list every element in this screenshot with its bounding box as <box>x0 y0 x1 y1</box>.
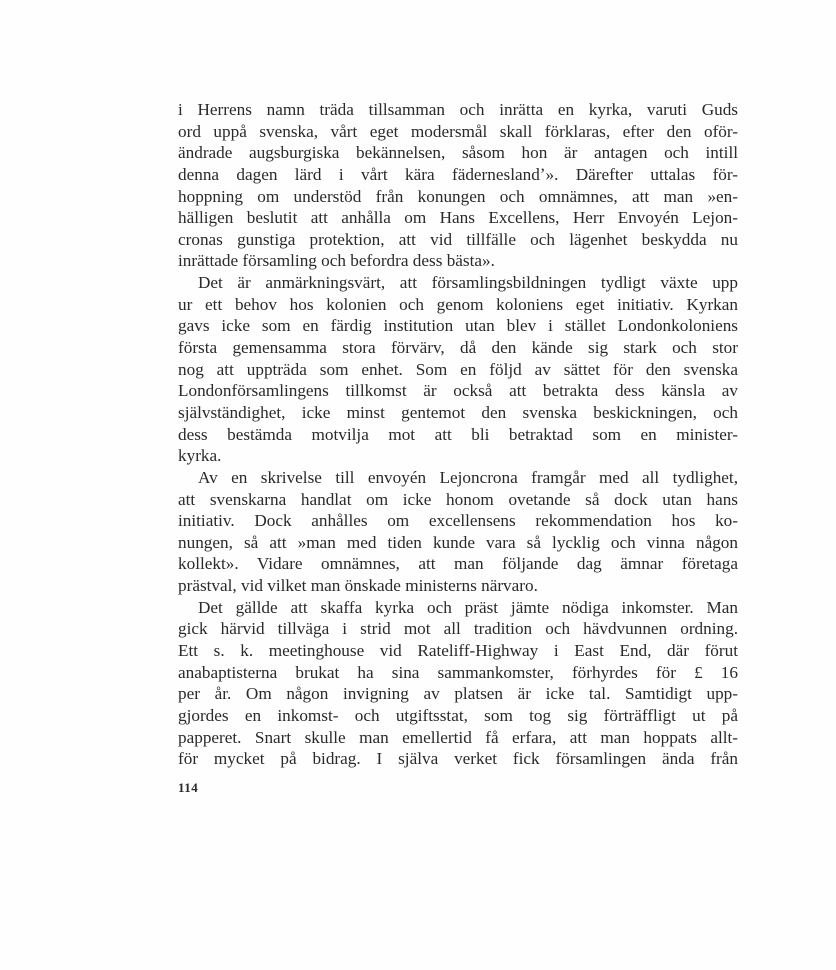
text-line: prästval, vid vilket man önskade ministerns närvaro. <box>178 576 538 596</box>
text-line: Det gällde att skaffa kyrka och präst jämte nödiga inkomster. Man <box>198 597 738 617</box>
text-line: nog att uppträda som enhet. Som en följd av sättet för den svenska <box>178 359 738 379</box>
page-number: 114 <box>178 780 199 795</box>
text-line: hälligen beslutit att anhålla om Hans Excellens, Herr Envoyén Lejon- <box>178 208 738 228</box>
body-text <box>178 99 738 770</box>
text-line: dess bestämda motvilja mot att bli betraktad som en minister- <box>178 424 738 444</box>
text-line: cronas gunstiga protektion, att vid tillfälle och lägenhet beskydda nu <box>178 229 738 249</box>
text-line: gavs icke som en färdig institution utan blev i stället Londonkoloniens <box>178 316 738 336</box>
text-line: denna dagen lärd i vårt kära fäderneslandʼ». Därefter uttalas för- <box>178 164 738 184</box>
text-line: i Herrens namn träda tillsamman och inrätta en kyrka, varuti Guds <box>178 100 738 119</box>
text-line: ur ett behov hos kolonien och genom koloniens eget initiativ. Kyrkan <box>178 294 738 314</box>
text-line: per år. Om någon invigning av platsen är icke tal. Samtidigt upp- <box>178 684 738 704</box>
text-line: ändrade augsburgiska bekännelsen, såsom hon är antagen och intill <box>178 143 738 163</box>
text-line: anabaptisterna brukat ha sina sammankomster, förhyrdes för £ 16 <box>178 662 738 682</box>
text-line: kyrka. <box>178 446 222 466</box>
text-line: initiativ. Dock anhålles om excellensens rekommendation hos ko- <box>178 511 738 531</box>
text-line: ord uppå svenska, vårt eget modersmål skall förklaras, efter den oför- <box>178 121 738 141</box>
text-line: gick härvid tillväga i strid mot all tradition och hävdvunnen ordning. <box>178 619 738 639</box>
text-line: papperet. Snart skulle man emellertid få erfara, att man hoppats allt- <box>178 727 738 747</box>
text-line: gjordes en inkomst- och utgiftsstat, som tog sig förträffligt ut på <box>178 705 738 725</box>
text-line: självständighet, icke minst gentemot den svenska beskickningen, och <box>178 402 738 422</box>
text-line: Av en skrivelse till envoyén Lejoncrona framgår med all tydlighet, <box>198 467 738 487</box>
text-line: att svenskarna handlat om icke honom ovetande så dock utan hans <box>178 489 738 509</box>
text-line: för mycket på bidrag. I själva verket fick församlingen ända från <box>178 749 738 769</box>
text-line: kollekt». Vidare omnämnes, att man följande dag ämnar företaga <box>178 554 738 574</box>
text-line: Det är anmärkningsvärt, att församlingsbildningen tydligt växte upp <box>198 273 738 293</box>
text-line: första gemensamma stora förvärv, då den kände sig stark och stor <box>178 338 738 358</box>
text-line: inrättade församling och befordra dess bästa». <box>178 251 495 271</box>
text-line: nungen, så att »man med tiden kunde vara så lycklig och vinna någon <box>178 532 738 552</box>
text-line: hoppning om understöd från konungen och omnämnes, att man »en- <box>178 186 738 206</box>
text-line: Ett s. k. meetinghouse vid Rateliff-Highway i East End, där förut <box>178 641 738 661</box>
text-line: Londonförsamlingens tillkomst är också att betrakta dess känsla av <box>178 381 738 401</box>
